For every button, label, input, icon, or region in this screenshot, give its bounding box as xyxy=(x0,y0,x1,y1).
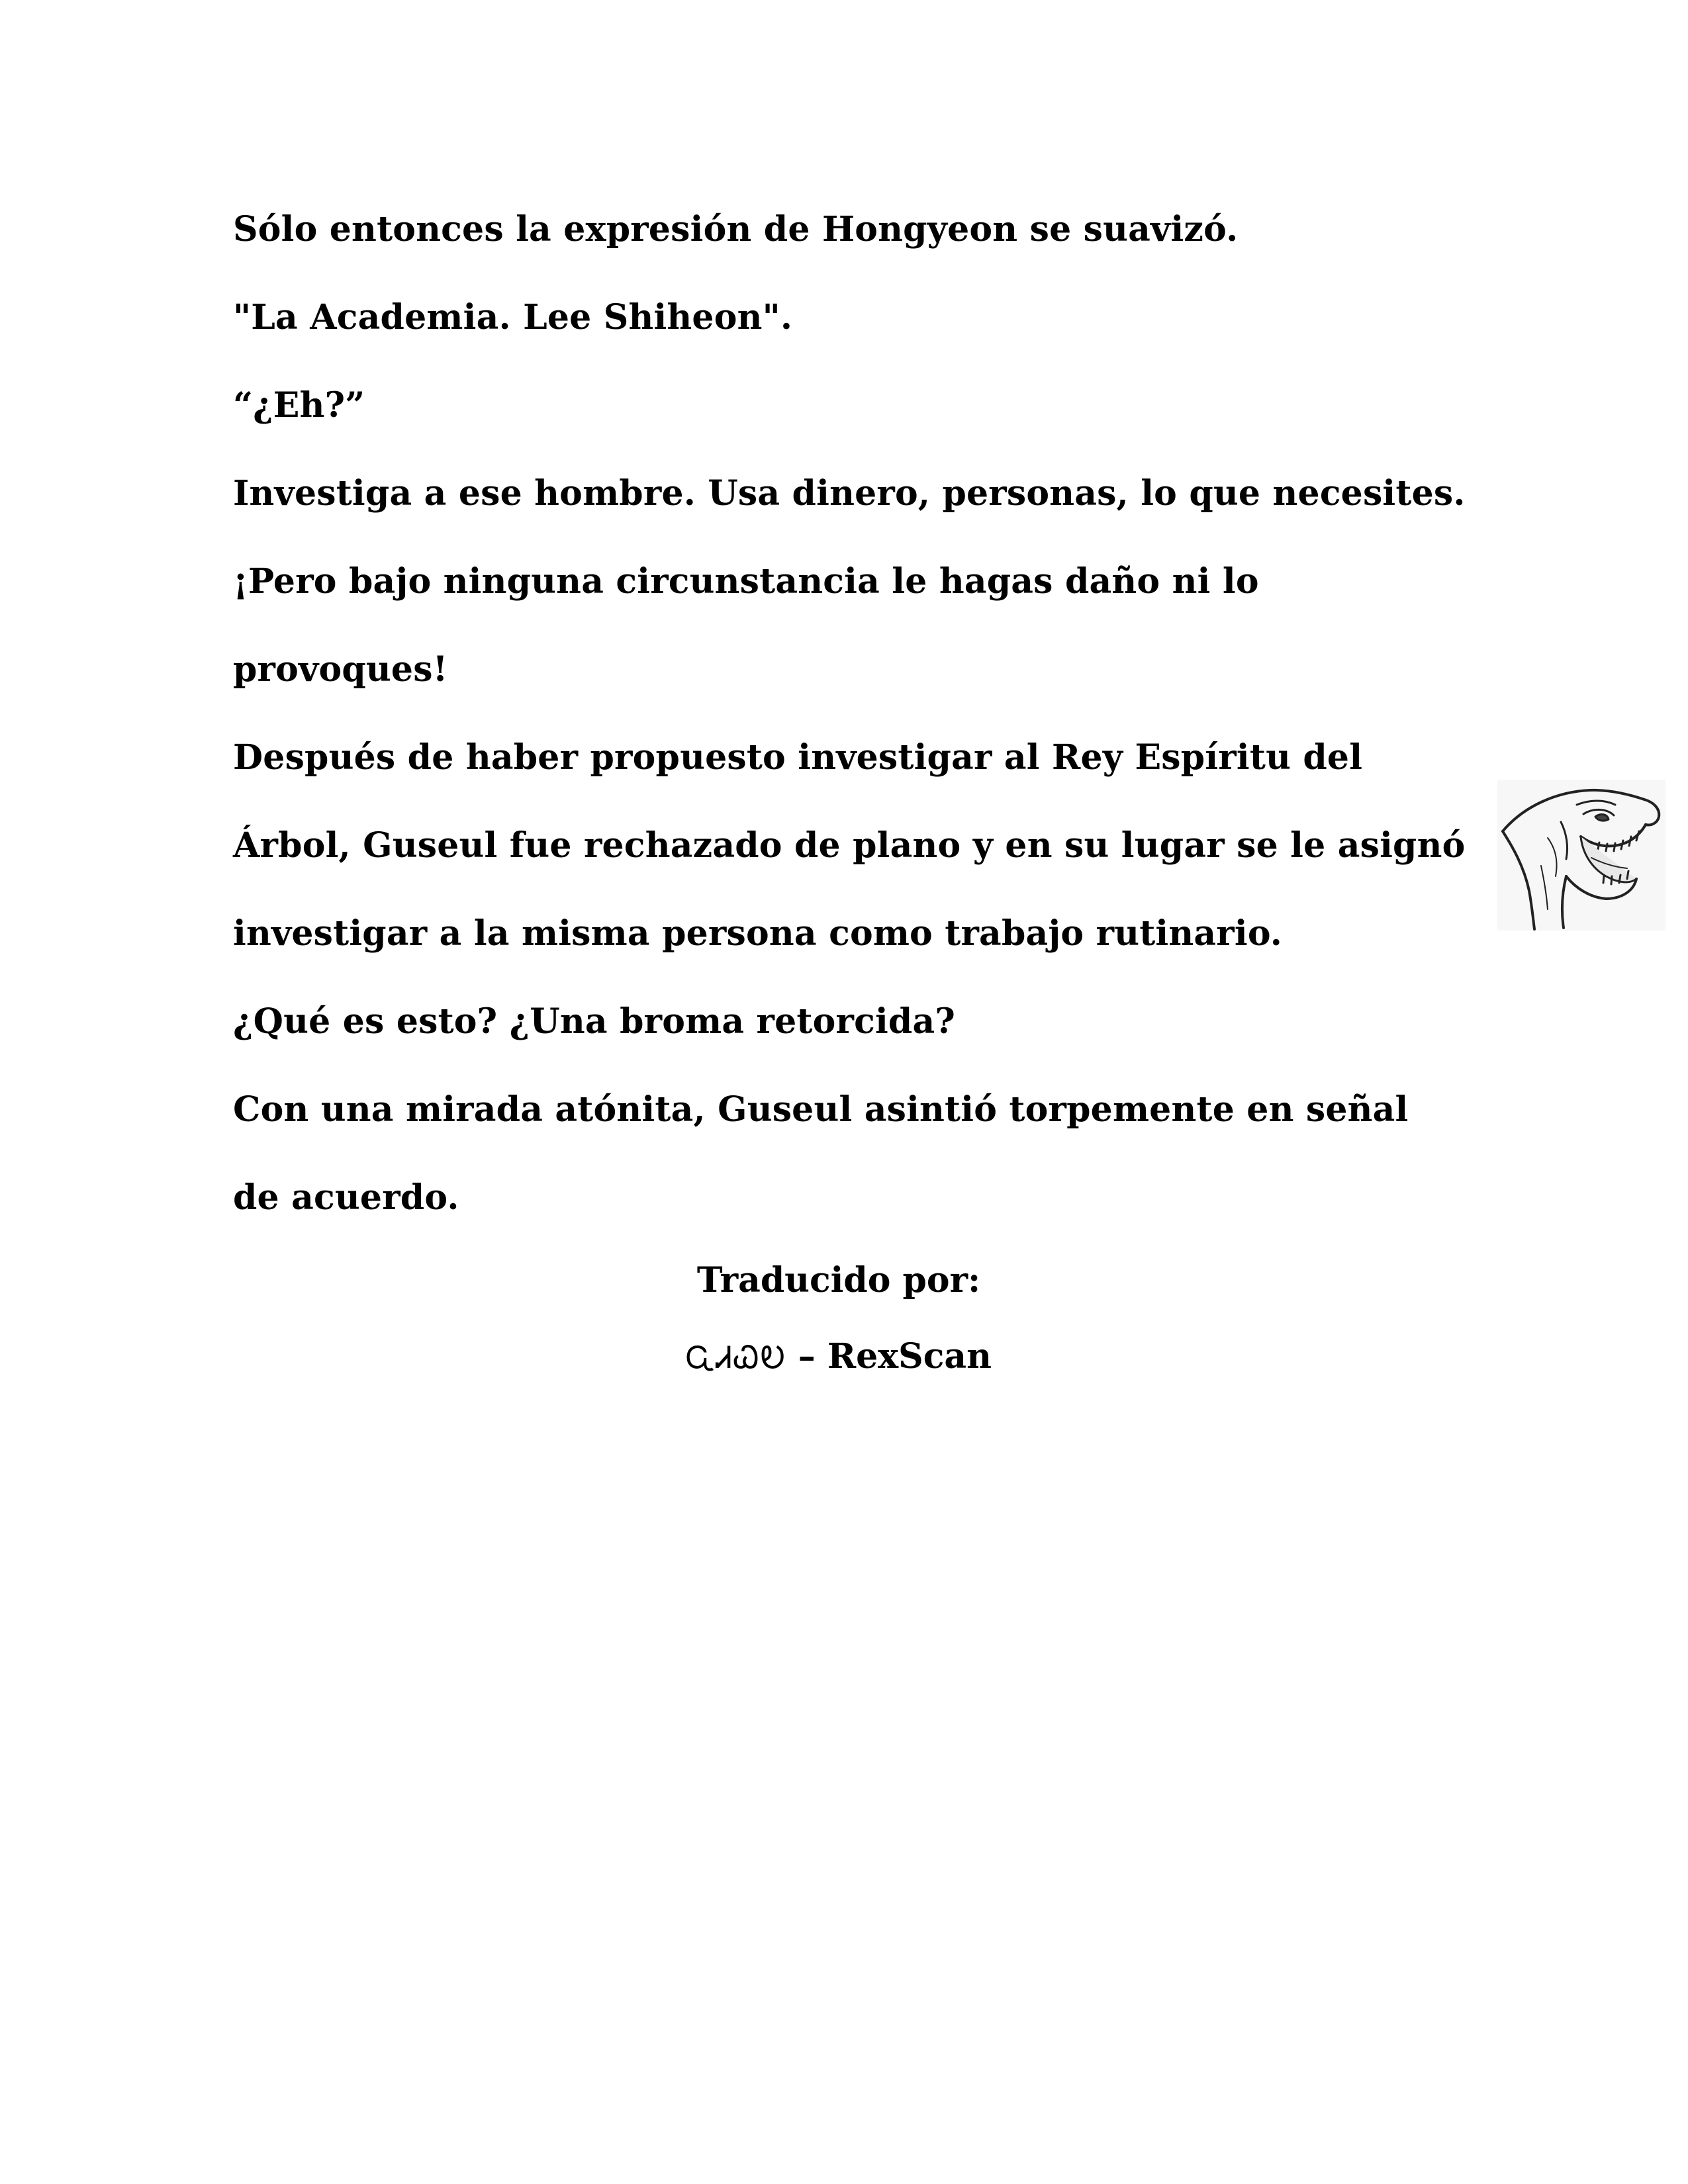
group-name: RexScan xyxy=(827,1336,992,1377)
text-line-2: "La Academia. Lee Shiheon". xyxy=(233,297,793,338)
text-line-1: Sólo entonces la expresión de Hongyeon se suavizó. xyxy=(233,209,1239,250)
text-line-11: Con una mirada atónita, Guseul asintió torpemente en señal xyxy=(233,1089,1409,1130)
credits-label: Traducido por: xyxy=(696,1260,981,1300)
document-body xyxy=(233,185,1464,1242)
text-line-3: “¿Eh?” xyxy=(233,385,365,426)
text-line-10: ¿Qué es esto? ¿Una broma retorcida? xyxy=(233,1001,956,1042)
text-line-8: Árbol, Guseul fue rechazado de plano y en su lugar se le asignó xyxy=(233,825,1466,866)
t-rex-head-sketch-icon xyxy=(1497,780,1665,931)
text-line-7: Después de haber propuesto investigar al Rey Espíritu del xyxy=(233,737,1363,778)
credits-line xyxy=(0,1330,1683,1384)
credits-separator: – xyxy=(786,1336,827,1377)
translator-handle: ᏩᏗᏇᎧ xyxy=(686,1340,786,1375)
text-line-5: ¡Pero bajo ninguna circunstancia le hagas daño ni lo xyxy=(233,561,1259,602)
text-line-9: investigar a la misma persona como trabajo rutinario. xyxy=(233,913,1283,954)
text-line-6: provoques! xyxy=(233,649,448,690)
text-line-12: de acuerdo. xyxy=(233,1177,459,1218)
text-line-4: Investiga a ese hombre. Usa dinero, personas, lo que necesites. xyxy=(233,473,1466,514)
